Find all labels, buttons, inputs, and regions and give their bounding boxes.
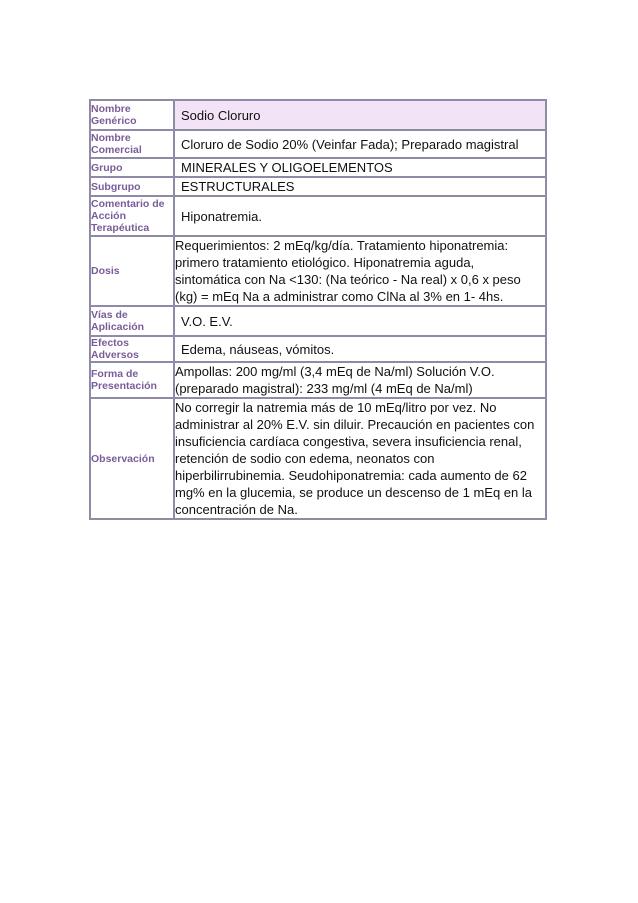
row-value: Sodio Cloruro <box>174 100 546 130</box>
drug-info-table <box>89 99 547 520</box>
row-label: Grupo <box>90 158 174 177</box>
row-value: ESTRUCTURALES <box>174 177 546 196</box>
row-label: Forma de Presentación <box>90 362 174 398</box>
table-row <box>90 196 546 236</box>
row-value: MINERALES Y OLIGOELEMENTOS <box>174 158 546 177</box>
row-value: Edema, náuseas, vómitos. <box>174 336 546 362</box>
table-row <box>90 177 546 196</box>
row-label: Vías de Aplicación <box>90 306 174 336</box>
row-label: Nombre Genérico <box>90 100 174 130</box>
table-row <box>90 236 546 306</box>
table-row <box>90 130 546 158</box>
row-value: V.O. E.V. <box>174 306 546 336</box>
row-value: No corregir la natremia más de 10 mEq/litro por vez. No administrar al 20% E.V. sin diluir. Precaución en pacientes con insuficiencia cardíaca congestiva, severa insuficiencia renal, retención de sodio con edema, neonatos con hiperbilirrubinemia. Seudohiponatremia: cada aumento de 62 mg% en la glucemia, se produce un descenso de 1 mEq en la concentración de Na. <box>174 398 546 519</box>
row-label: Dosis <box>90 236 174 306</box>
row-label: Subgrupo <box>90 177 174 196</box>
row-label: Comentario de Acción Terapéutica <box>90 196 174 236</box>
row-value: Hiponatremia. <box>174 196 546 236</box>
row-label: Observación <box>90 398 174 519</box>
row-value: Requerimientos: 2 mEq/kg/día. Tratamiento hiponatremia: primero tratamiento etiológico. Hiponatremia aguda, sintomática con Na <130: (Na teórico - Na real) x 0,6 x peso (kg) = mEq Na a administrar como ClNa al 3% en 1- 4hs. <box>174 236 546 306</box>
table-row <box>90 158 546 177</box>
row-value: Ampollas: 200 mg/ml (3,4 mEq de Na/ml) Solución V.O. (preparado magistral): 233 mg/ml (4 mEq de Na/ml) <box>174 362 546 398</box>
row-label: Nombre Comercial <box>90 130 174 158</box>
row-label: Efectos Adversos <box>90 336 174 362</box>
table-row <box>90 398 546 519</box>
table-row <box>90 306 546 336</box>
table-row <box>90 362 546 398</box>
row-value: Cloruro de Sodio 20% (Veinfar Fada); Preparado magistral <box>174 130 546 158</box>
table-row <box>90 336 546 362</box>
table-row <box>90 100 546 130</box>
